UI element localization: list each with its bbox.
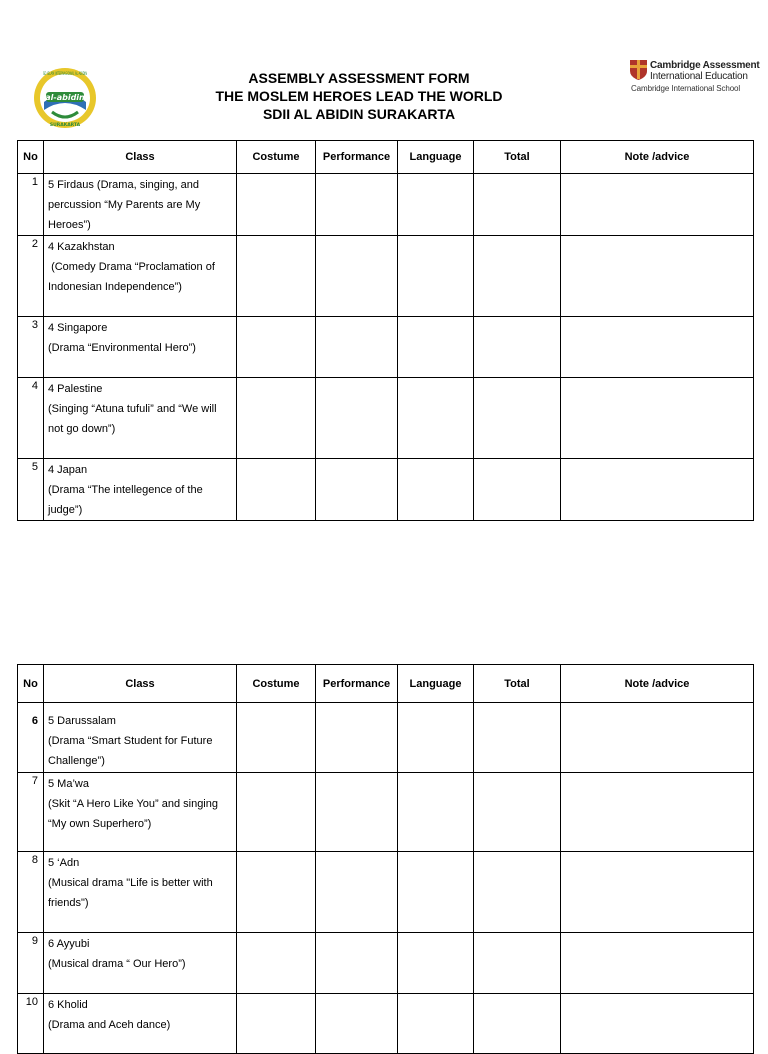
note-cell[interactable] [561,459,754,521]
language-score-cell[interactable] [398,317,474,378]
row-number: 5 [18,459,44,521]
total-score-cell[interactable] [474,852,561,933]
performance-score-cell[interactable] [316,703,398,773]
class-name: 6 Kholid [48,999,88,1011]
class-description: (Musical drama "Life is better with friends") [48,877,213,909]
costume-score-cell[interactable] [237,852,316,933]
class-description: (Comedy Drama “Proclamation of Indonesian Independence”) [48,261,218,293]
class-name: 5 Ma’wa [48,778,89,790]
performance-score-cell[interactable] [316,236,398,317]
class-cell [44,933,237,994]
assessment-table-2 [17,664,754,1054]
performance-score-cell[interactable] [316,994,398,1054]
note-cell[interactable] [561,933,754,994]
total-score-cell[interactable] [474,933,561,994]
class-description: percussion “My Parents are My Heroes”) [48,199,201,231]
costume-score-cell[interactable] [237,933,316,994]
col-header-class: Class [44,141,237,174]
total-score-cell[interactable] [474,317,561,378]
col-header-class: Class [44,665,237,703]
total-score-cell[interactable] [474,459,561,521]
costume-score-cell[interactable] [237,773,316,852]
note-cell[interactable] [561,852,754,933]
table-row [18,378,754,459]
language-score-cell[interactable] [398,174,474,236]
language-score-cell[interactable] [398,459,474,521]
class-cell [44,852,237,933]
col-header-costume: Costume [237,141,316,174]
col-header-no: No [18,665,44,703]
performance-score-cell[interactable] [316,378,398,459]
form-subtitle: THE MOSLEM HEROES LEAD THE WORLD [215,88,503,104]
table-row [18,174,754,236]
costume-score-cell[interactable] [237,236,316,317]
class-name: 5 ‘Adn [48,857,80,869]
class-name: 5 Firdaus (Drama, singing, and [48,179,200,191]
total-score-cell[interactable] [474,994,561,1054]
total-score-cell[interactable] [474,703,561,773]
class-cell [44,174,237,236]
class-description: (Drama “Smart Student for Future Challenge”) [48,735,213,767]
col-header-note: Note /advice [561,141,754,174]
class-description: (Musical drama “ Our Hero”) [48,958,186,970]
costume-score-cell[interactable] [237,174,316,236]
note-cell[interactable] [561,378,754,459]
note-cell[interactable] [561,174,754,236]
col-header-no: No [18,141,44,174]
class-cell [44,378,237,459]
table-header-row [18,665,754,703]
performance-score-cell[interactable] [316,459,398,521]
col-header-language: Language [398,665,474,703]
col-header-performance: Performance [316,665,398,703]
table-row [18,459,754,521]
table-row [18,933,754,994]
total-score-cell[interactable] [474,773,561,852]
cambridge-line2: International Education [650,71,748,82]
language-score-cell[interactable] [398,852,474,933]
costume-score-cell[interactable] [237,459,316,521]
school-name: SDII AL ABIDIN SURAKARTA [262,106,456,122]
class-description: (Drama “The intellegence of the judge”) [48,484,203,516]
language-score-cell[interactable] [398,378,474,459]
table-row [18,317,754,378]
class-name: 4 Kazakhstan [48,241,115,253]
row-number: 10 [18,994,44,1054]
performance-score-cell[interactable] [316,317,398,378]
cambridge-school-label: Cambridge International School [631,84,741,93]
costume-score-cell[interactable] [237,994,316,1054]
col-header-language: Language [398,141,474,174]
total-score-cell[interactable] [474,378,561,459]
performance-score-cell[interactable] [316,852,398,933]
costume-score-cell[interactable] [237,703,316,773]
class-description: (Drama and Aceh dance) [48,1019,171,1031]
language-score-cell[interactable] [398,236,474,317]
class-name: 4 Japan [48,464,88,476]
class-cell [44,317,237,378]
col-header-costume: Costume [237,665,316,703]
table-row [18,236,754,317]
language-score-cell[interactable] [398,773,474,852]
row-number: 8 [18,852,44,933]
class-cell [44,994,237,1054]
logo-ring-text: SD ISLAM INTERNASIONAL AL-ABIDIN [43,71,88,76]
total-score-cell[interactable] [474,174,561,236]
logo-name-text: al-abidin [45,93,85,102]
col-header-total: Total [474,665,561,703]
table-row [18,994,754,1054]
note-cell[interactable] [561,994,754,1054]
class-cell [44,773,237,852]
class-description: (Skit “A Hero Like You” and singing “My own Superhero”) [48,798,218,830]
class-cell [44,703,237,773]
note-cell[interactable] [561,317,754,378]
class-name: 5 Darussalam [48,715,116,727]
class-name: 4 Singapore [48,322,108,334]
language-score-cell[interactable] [398,994,474,1054]
language-score-cell[interactable] [398,933,474,994]
table-row [18,852,754,933]
class-name: 4 Palestine [48,383,103,395]
table-header-row [18,141,754,174]
cambridge-shield-icon [630,60,647,80]
col-header-note: Note /advice [561,665,754,703]
col-header-total: Total [474,141,561,174]
row-number: 2 [18,236,44,317]
class-cell [44,459,237,521]
row-number: 4 [18,378,44,459]
class-name: 6 Ayyubi [48,938,90,950]
col-header-performance: Performance [316,141,398,174]
row-number: 6 [18,703,44,773]
class-description: (Singing “Atuna tufuli” and “We will not go down”) [48,403,217,435]
note-cell[interactable] [561,703,754,773]
costume-score-cell[interactable] [237,378,316,459]
row-number: 9 [18,933,44,994]
table-row [18,773,754,852]
note-cell[interactable] [561,773,754,852]
performance-score-cell[interactable] [316,174,398,236]
assessment-table-1 [17,140,754,521]
total-score-cell[interactable] [474,236,561,317]
cambridge-line1: Cambridge Assessment [650,60,760,71]
class-cell [44,236,237,317]
performance-score-cell[interactable] [316,933,398,994]
costume-score-cell[interactable] [237,317,316,378]
note-cell[interactable] [561,236,754,317]
class-description: (Drama “Environmental Hero”) [48,342,196,354]
cambridge-logo [630,60,760,93]
language-score-cell[interactable] [398,703,474,773]
row-number: 3 [18,317,44,378]
form-title: ASSEMBLY ASSESSMENT FORM [248,70,470,86]
performance-score-cell[interactable] [316,773,398,852]
logo-city-text: SURAKARTA [49,123,81,128]
row-number: 7 [18,773,44,852]
row-number: 1 [18,174,44,236]
table-row [18,703,754,773]
